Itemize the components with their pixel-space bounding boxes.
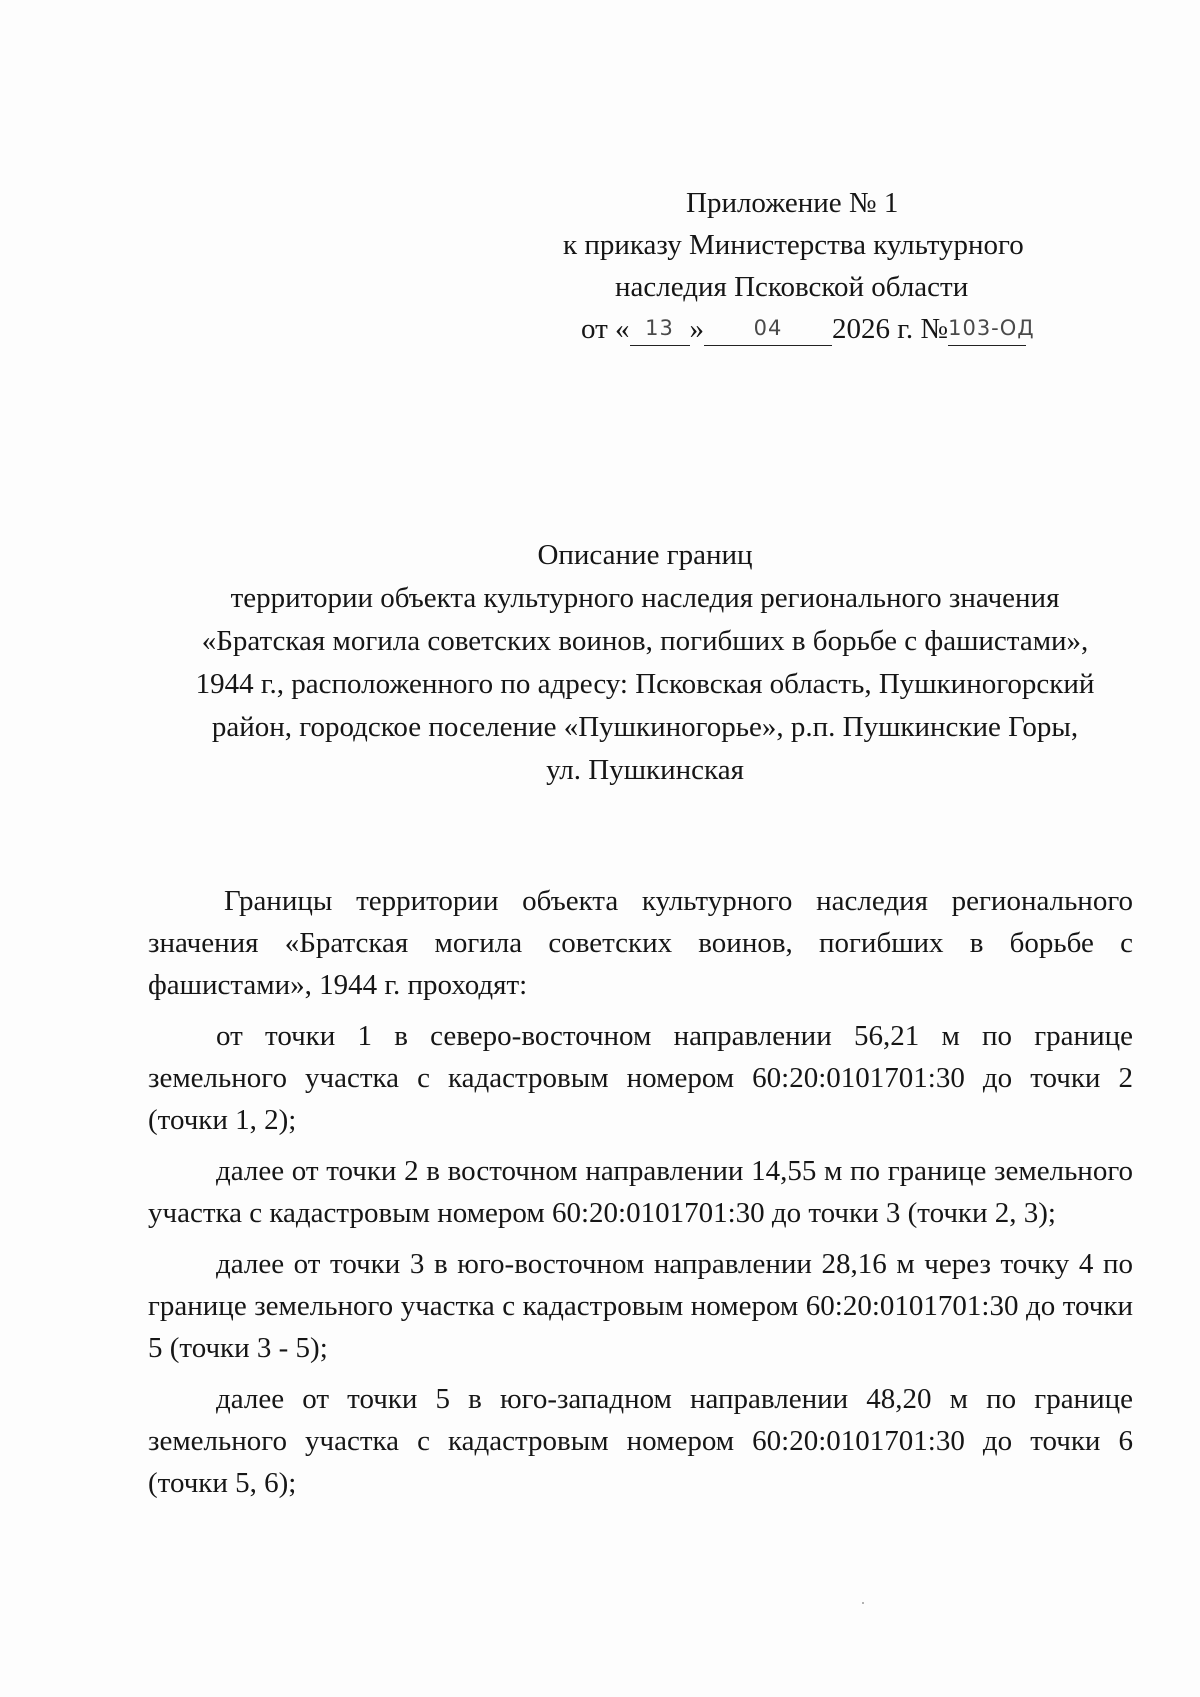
document-title <box>150 534 1140 792</box>
title-line-6: ул. Пушкинская <box>546 754 744 786</box>
title-line-2: территории объекта культурного наследия регионального значения <box>230 582 1060 614</box>
date-month-handwritten: 04 <box>753 316 783 340</box>
date-month-blank <box>704 315 832 346</box>
title-line-4: 1944 г., расположенного по адресу: Псковская область, Пушкиногорский <box>195 668 1095 700</box>
appendix-header <box>560 182 1050 350</box>
date-prefix: от « <box>581 313 630 345</box>
scan-speck <box>862 1602 864 1604</box>
boundary-segment-2: далее от точки 2 в восточном направлении 14,55 м по границе земельного участка с кадастровым номером 60:20:0101701:30 до точки 3 (точки 2, 3); <box>148 1155 1133 1229</box>
body-intro-paragraph: Границы территории объекта культурного наследия регионального значения «Братская могила советских воинов, погибших в борьбе с фашистами», 1944 г. проходят: <box>148 885 1133 1001</box>
date-day-handwritten: 13 <box>645 316 674 340</box>
appendix-order-reference: к приказу Министерства культурного <box>563 229 1024 261</box>
order-number-blank <box>948 315 1035 346</box>
appendix-number: Приложение № 1 <box>686 187 899 219</box>
boundary-segment-1: от точки 1 в северо-восточном направлении 56,21 м по границе земельного участка с кадастровым номером 60:20:0101701:30 до точки 2 (точки 1, 2); <box>148 1020 1133 1136</box>
title-line-3: «Братская могила советских воинов, погибших в борьбе с фашистами», <box>201 625 1089 657</box>
appendix-authority: наследия Псковской области <box>615 271 969 303</box>
date-day-blank <box>630 315 690 346</box>
title-line-1: Описание границ <box>537 539 753 571</box>
document-body <box>148 880 1133 1513</box>
date-year-suffix: 2026 г. № <box>832 313 949 345</box>
boundary-segment-4: далее от точки 5 в юго-западном направлении 48,20 м по границе земельного участка с кадастровым номером 60:20:0101701:30 до точки 6 (точки 5, 6); <box>148 1383 1133 1499</box>
appendix-date-line <box>560 308 1050 350</box>
order-number-handwritten: 103-ОД <box>948 316 1035 340</box>
title-line-5: район, городское поселение «Пушкиногорье», р.п. Пушкинские Горы, <box>211 711 1079 743</box>
date-mid: » <box>689 313 705 345</box>
boundary-segment-3: далее от точки 3 в юго-восточном направлении 28,16 м через точку 4 по границе земельного участка с кадастровым номером 60:20:0101701:30 до точки 5 (точки 3 - 5); <box>148 1248 1133 1364</box>
